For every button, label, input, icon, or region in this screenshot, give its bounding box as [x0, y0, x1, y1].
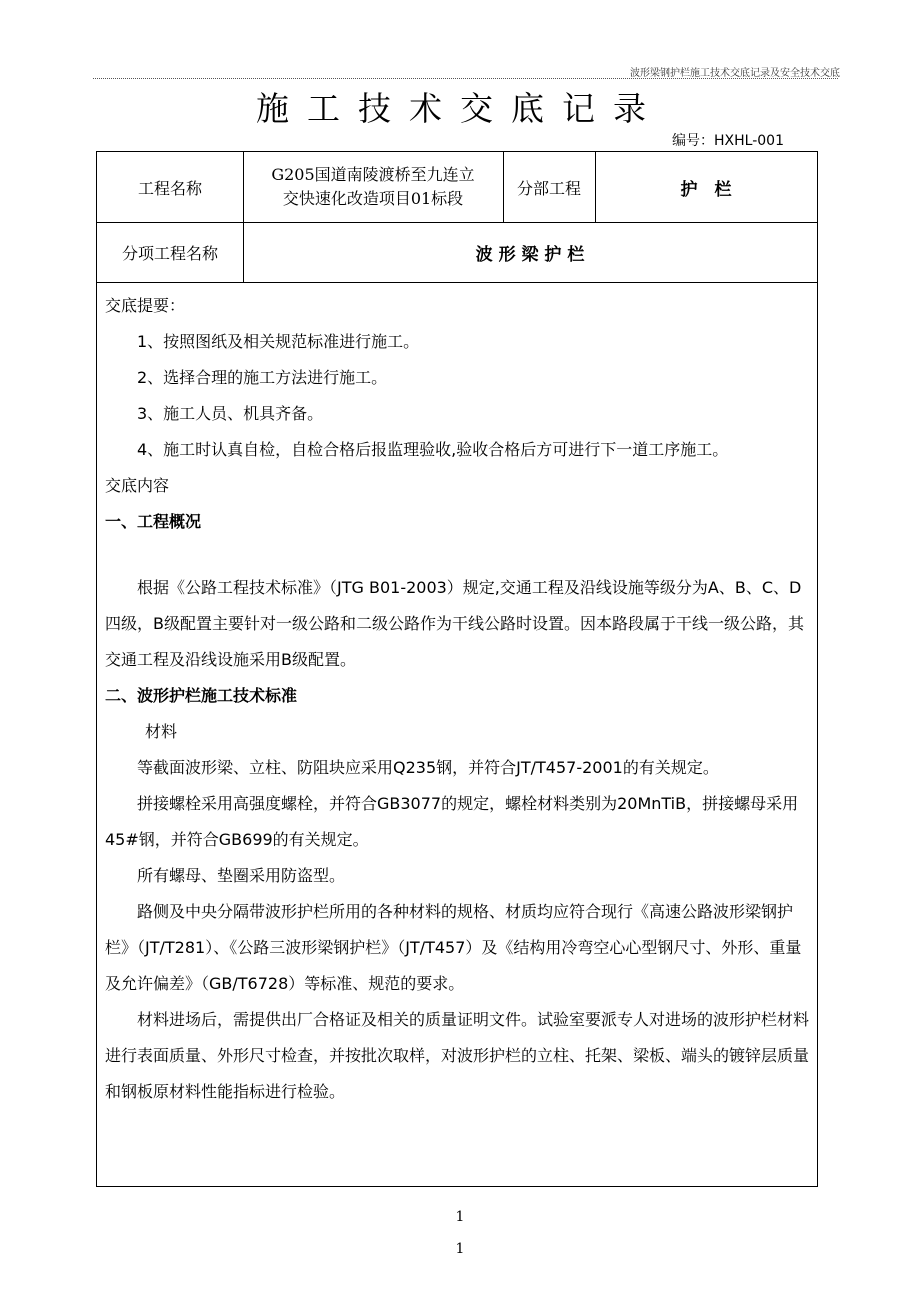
materials-paragraph-1: 等截面波形梁、立柱、防阻块应采用Q235钢，并符合JT/T457-2001的有关规定。 — [137, 758, 719, 777]
materials-paragraph-5: 材料进场后，需提供出厂合格证及相关的质量证明文件。试验室要派专人对进场的波形护栏材料进行表面质量、外形尺寸检查，并按批次取样，对波形护栏的立柱、托架、梁板、端头的镀锌层质量和钢板原材料性能指标进行检验。 — [105, 1010, 810, 1101]
key-point-1: 1、按照图纸及相关规范标准进行施工。 — [137, 332, 420, 351]
page-title: 施工技术交底记录 — [256, 89, 664, 128]
row2-divider — [97, 282, 817, 283]
materials-paragraph-2: 拼接螺栓采用高强度螺栓，并符合GB3077的规定，螺栓材料类别为20MnTiB，拼接螺母采用45#钢，并符合GB699的有关规定。 — [105, 794, 799, 849]
key-point-4: 4、施工时认真自检，自检合格后报监理验收,验收合格后方可进行下一道工序施工。 — [137, 440, 729, 459]
running-header: 波形梁钢护栏施工技术交底记录及安全技术交底 — [630, 68, 840, 79]
label-division — [503, 152, 595, 222]
label-project-name — [97, 152, 243, 222]
key-point-2: 2、选择合理的施工方法进行施工。 — [137, 368, 388, 387]
content-title: 交底内容 — [105, 476, 170, 495]
section1-heading: 一、工程概况 — [105, 512, 202, 531]
materials-paragraph-4: 路侧及中央分隔带波形护栏所用的各种材料的规格、材质均应符合现行《高速公路波形梁钢护栏》（JT/T281）、《公路三波形梁钢护栏》（JT/T457）及《结构用冷弯空心心型钢尺寸、外形、重量及允许偏差》（GB/T6728）等标准、规范的要求。 — [105, 902, 802, 993]
key-point-3: 3、施工人员、机具齐备。 — [137, 404, 324, 423]
section1-paragraph: 根据《公路工程技术标准》（JTG B01-2003）规定,交通工程及沿线设施等级分为A、B、C、D四级，B级配置主要针对一级公路和二级公路作为干线公路时设置。因本路段属于干线一级公路，其交通工程及沿线设施采用B级配置。 — [105, 578, 804, 669]
header-divider — [93, 78, 838, 79]
project-name-line2: 交快速化改造项目01标段 — [282, 189, 464, 208]
section2-heading: 二、波形护栏施工技术标准 — [105, 686, 298, 705]
division-value — [595, 152, 817, 222]
division-value-text: 护 栏 — [680, 179, 732, 200]
page-number-outer: 1 — [455, 1241, 465, 1257]
briefing-content — [105, 288, 811, 1110]
record-table — [96, 151, 818, 1187]
label-subitem-text: 分项工程名称 — [121, 243, 218, 263]
project-name-line1: G205国道南陵渡桥至九连立 — [271, 165, 475, 184]
key-points-title: 交底提要： — [105, 296, 186, 315]
document-number: 编号：HXHL-001 — [672, 133, 784, 149]
materials-heading: 材料 — [145, 722, 178, 741]
subitem-value-text: 波 形 梁 护 栏 — [475, 244, 585, 265]
label-subitem — [97, 222, 243, 282]
label-division-text: 分部工程 — [516, 178, 581, 198]
project-name-value — [243, 152, 503, 222]
page-number-inner: 1 — [455, 1209, 465, 1225]
subitem-value — [243, 222, 817, 282]
materials-paragraph-3: 所有螺母、垫圈采用防盗型。 — [137, 866, 346, 885]
label-project-name-text: 工程名称 — [137, 178, 202, 198]
